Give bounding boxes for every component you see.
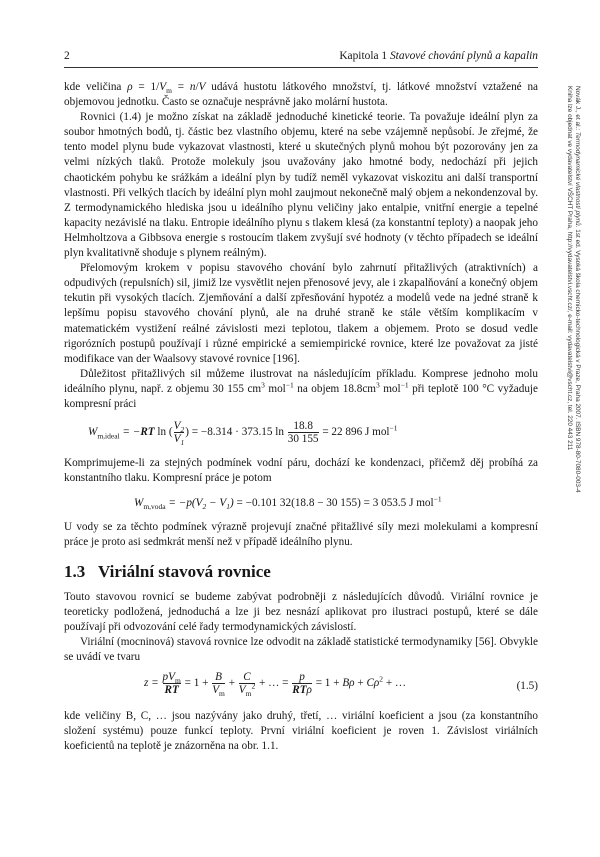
eq1-denominator: 30 155 [287, 433, 319, 446]
citation-publisher: 1st ed. Vysoká škola chemicko-technologická v Praze, Praha 2007. ISBN 978-80-7080-003-4 [574, 229, 581, 493]
equation-ideal-work: $W_{m,ideal} = -RT$ ln ( $\frac{V_2}{V_1}$ ) = −8.314 · 373.15 ln $\frac{18.8}{30 155}$ = 22 896 J mol$^{-1}$ [88, 420, 398, 448]
paragraph-virial-derivation: Viriální (mocninová) stavová rovnice lze odvodit na základě statistické termodynamiky [56]. Obvykle se uvádí ve tvaru [64, 635, 538, 663]
eq2-subscript: m,voda [143, 502, 166, 512]
page-number: 2 [64, 50, 70, 62]
paragraph-example: Důležitost přitažlivých sil můžeme ilustrovat na následujícím příkladu. Komprese jednoho molu ideálního plynu, např. z objemu 30 155 $cm^3$ mol$^{-1}$ na objem $18.8cm^3$ mol$^{-1}$ při teplotě 100 °C vyžaduje kompresní práci [64, 367, 539, 410]
section-heading [64, 562, 538, 582]
paragraph-kinetic-theory: Rovnici (1.4) je možno získat na základě jednoduché kinetické teorie. Ta považuje ideální plyn za soubor hmotných bodů, tj. částic bez vlastního objemu, které na sebe vzájemně nepůsobí. Je zřejmé, že tento model plynu bude vykazovat vlastnosti, které u skutečných plynů mohou být pozorovány jen za velmi nízkých tlaků. Protože molekuly jsou uvažovány jako hmotné body, nedochází při jejich chaotickém pohybu ke srážkám a ideální plyn by tudíž neměl vykazovat viskozitu ani další transportní vlastnosti. Při velkých tlacích by ideální plyn mohl zaujmout nekonečně malý objem a nekondenzoval by. Z termodynamického hlediska jsou u ideálního plynu veličiny jako entalpie, vnitřní energie a tepelné kapacity nezávislé na tlaku. Entropie ideálního plynu s tlakem klesá (za konstantní teploty) a naopak jeho Helmholtzova a Gibbsova energie s rostoucím tlakem zvyšují své hodnoty (v těchto případech se ideální plyn kvalitativně shoduje s plynem reálným). [64, 111, 538, 260]
side-citation [566, 86, 581, 576]
body-text [64, 80, 538, 754]
citation-author: Novák J., et al.: [574, 86, 581, 131]
equation-water-work: $W_{m,voda} = -p(V_2 - V_1) = -0.101$ 32(18.8 − 30 155) = 3 053.5 J mol$^{-1}$ [134, 494, 442, 512]
paragraph-virial-intro: Touto stavovou rovnicí se budeme zabývat podrobněji z následujících důvodů. Viriální rovnice je teoreticky podložená, jednoduchá a lze ji bez nesnází aplikovat pro ilustraci postupů, které se dále používají při odvozování celé řady termodynamických závislostí. [64, 590, 538, 633]
header-rule [64, 67, 538, 68]
eq2-result: = −0.101 32(18.8 − 30 155) = 3 053.5 J mol [233, 497, 434, 510]
equation-number: (1.5) [516, 680, 538, 692]
citation-line-2: Kniha lze objednat ve vydavatelství VŠCHT Praha, http://vydavatelstvi.vscht.cz/, e-mail: vydavatelstvi@vscht.cz, tel. 220 443 211 [566, 86, 574, 451]
eq1-numerator: 18.8 [293, 420, 313, 433]
chapter-heading [339, 50, 538, 62]
paragraph-virial-coefficients: kde veličiny B, C, … jsou nazývány jako druhý, třetí, … viriální koeficient a jsou (za konstantního složení systému) pouze funkcí teploty. První viriální koeficient je roven 1. Závislost viriálních koeficientů na teplotě je znázorněna na obr. 1.1. [64, 710, 538, 753]
eq1-result: = 22 896 J mol [319, 426, 390, 439]
paragraph-water-conclusion: U vody se za těchto podmínek výrazně projevují značné přitažlivé síly mezi molekulami a kompresní práce je proto asi sedmkrát menší než v případě ideálního plynu. [64, 521, 538, 549]
chapter-label: Kapitola 1 [339, 50, 388, 62]
paragraph-attractive-forces: Přelomovým krokem v popisu stavového chování bylo zahrnutí přitažlivých (atraktivních) a odpudivých (repulsních) sil, jimiž lze vysvětlit nejen přenosové jevy, ale i zkapalňování a konečný objem tekutin při vysokých tlacích. Zjemňování a další zpřesňování hypotéz a modelů vede na jedné straně k lepšímu popisu stavového chování plynů, ale na druhé straně ke stále větším komplikacím v matematickém vystižení reálné závislosti mezi teplotou, tlakem a objemem. Proto se dosud vedle rigorózních postupů používají i různé empirické a semiempirické rovnice, které lze považovat za jisté modifikace van der Waalsovy stavové rovnice [196]. [64, 262, 538, 365]
chapter-title: Stavové chování plynů a kapalin [389, 50, 538, 62]
paragraph-density: kde veličina $\rho = 1/V_m = n/V$ udává hustotu látkového množství, tj. látkové množství vztažené na objemovou jednotku. Často se označuje nesprávně jako molární hustota. [64, 81, 539, 109]
paragraph-water-vapour: Komprimujeme-li za stejných podmínek vodní páru, dochází ke kondenzaci, přičemž děj probíhá za konstantního tlaku. Kompresní práce je potom [64, 457, 538, 485]
citation-title: Termodynamické vlastnosti plynů. [574, 131, 581, 228]
equation-virial: z = $\frac{pV_m}{RT}$ = 1 + $\frac{B}{V_m}$ + $\frac{C}{V_m^2}$ + … = $\frac{p}{\text{RTρ}}$ = $1 + B\rho + C\rho^2$ + … (1.5) [144, 671, 538, 699]
example-text-c: při teplotě 100 °C vyžaduje kompresní práci [64, 382, 539, 410]
section-number: 1.3 [64, 562, 86, 582]
section-title: Viriální stavová rovnice [98, 562, 271, 582]
example-text-b: na objem 18.8 [293, 382, 363, 395]
eq1-subscript: m,ideal [97, 431, 120, 441]
density-text-a: kde veličina [64, 81, 128, 93]
eq1-middle: = −8.314 · 373.15 ln [188, 426, 287, 439]
density-text-b: udává hustotu látkového množství, tj. látkové množství vztažené na objemovou jednotku. Často se označuje nesprávně jako molární hustota. [64, 81, 539, 109]
example-text-a: Důležitost přitažlivých sil můžeme ilustrovat na následujícím příkladu. Komprese jednoho molu ideálního plynu, např. z objemu 30 155 [64, 367, 538, 395]
citation-line-1 [573, 86, 581, 576]
